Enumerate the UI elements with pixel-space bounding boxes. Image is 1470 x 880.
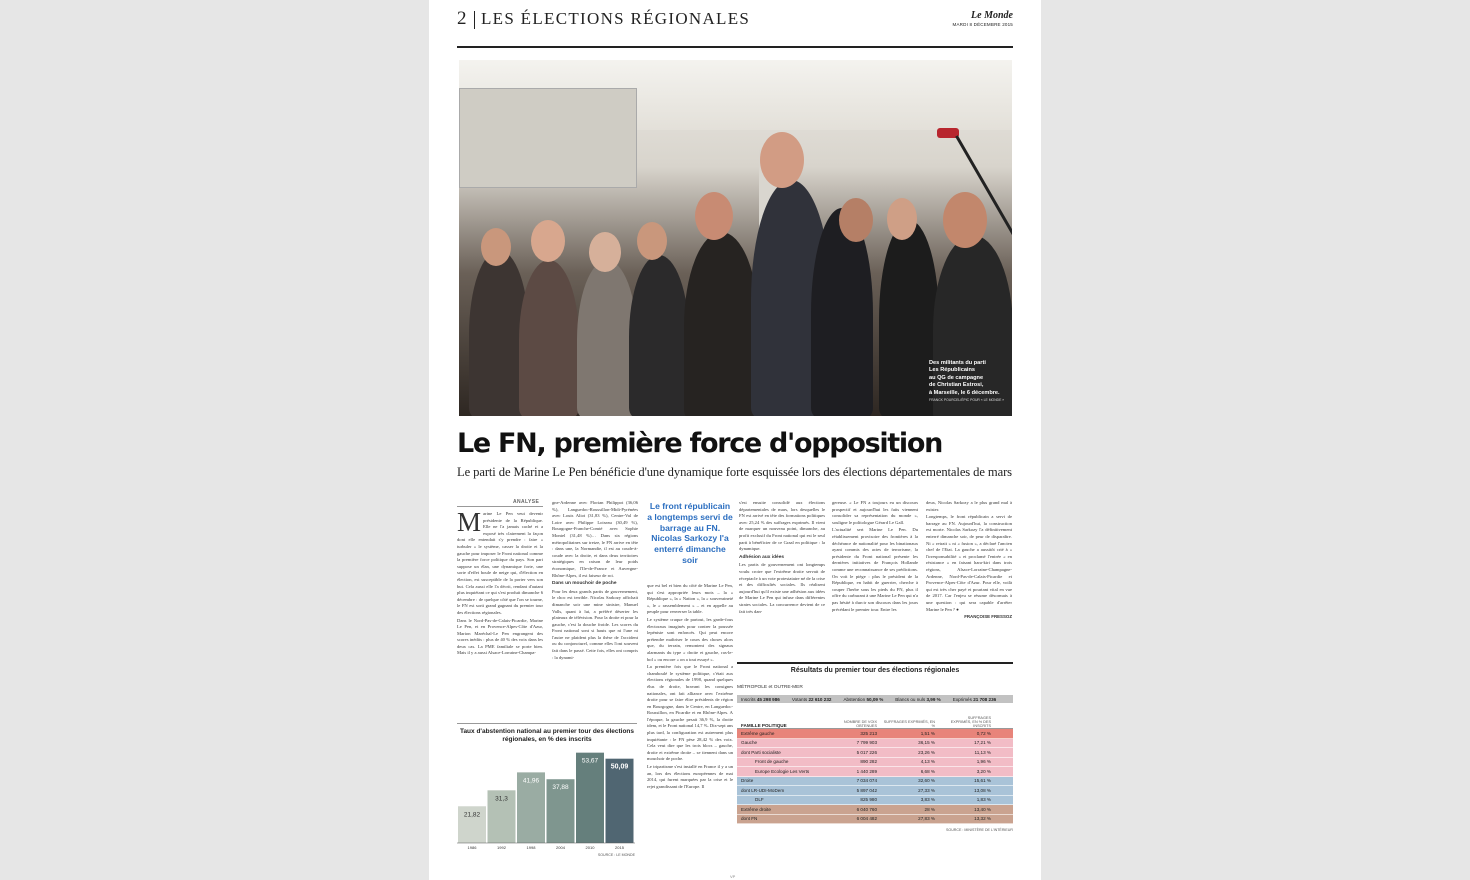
party-name: dont Parti socialiste [741,749,781,755]
table-row [737,796,1013,806]
table-title: Résultats du premier tour des élections régionales [790,667,960,674]
issue-date: MARDI 8 DÉCEMBRE 2015 [952,22,1013,27]
pct-expressed: 4,13 % [920,759,935,765]
text-column-4: s'est ensuite consolidé aux élections départementales de mars, lors desquelles le FN est arrivé en tête des formations politiques avec 25,24 % des suffrages exprimés. Il vient de marquer un nouveau point, dimanche, au profit exclusif du Front national qui est le seul parti à bénéficier de ce Graal en politique : la dynamique. Adhésion aux idées Les partis de gouvernement ont longtemps voulu croire que l'extrême droite servait de réceptacle à un vote protestataire né de la crise et des difficultés sociales. Ils réalisent aujourd'hui qu'il existe une adhésion aux idées de Marine Le Pen qui infuse dans différentes strates sociales. La concurrence devient de ce fait très dan- [739,500,825,614]
table-row [737,758,1013,768]
total-4: Exprimés 21 708 236 [952,696,997,702]
page-number: 2 [457,8,467,29]
pct-registered: 3,20 % [976,768,991,774]
table-row [737,777,1013,787]
party-name: dont FN [741,816,758,822]
party-name: Extrême gauche [741,730,775,736]
pct-registered: 15,61 % [974,778,991,784]
article-tag: ANALYSE [513,499,540,505]
results-table [737,665,1013,865]
header-separator [474,11,475,29]
pct-expressed: 3,83 % [920,797,935,803]
vote-count: 1 440 289 [856,768,877,774]
table-body [737,729,1013,824]
chart-source: SOURCE : LE MONDE [597,853,635,857]
pct-expressed: 36,15 % [918,740,935,746]
table-header: FAMILLE POLITIQUE NOMBRE DE VOIX OBTENUES SUFFRAGES EXPRIMÉS, EN % SUFFRAGES EXPRIMÉS, EN % DES INSCRITS [737,709,1013,729]
text-column-3: que est bel et bien du côté de Marine Le Pen, qui s'est appropriée leurs mots – la « République », la « Nation », la « souveraineté », le « rassemblement » – et en appelle au peuple pour renverser la table. Le système craque de partout, les garde-fous électoraux imaginés pour contrer la poussée lepéniste sont enfoncés. Qui peut encore prétendre maîtriser le cours des choses alors que, du terrain, remontent des signaux alarmants du type « droite et gauche, ras-le-bol » ou encore « on a tout essayé ». La première fois que le Front national a chamboulé le système politique, c'était aux élections régionales de 1998, quand quelques élus de droite, bravant les consignes nationales, ont fait alliance avec l'extrême droite pour se faire élire présidents de région en Bourgogne, dans le Centre, en Languedoc-Roussillon, en Picardie et en Rhône-Alpes. A l'époque, la gauche pesait 36,9 %, la droite idem, et le Front national 14,7 %. Dix-sept ans plus tard, la configuration est autrement plus inquiétante : le FN pèse 28,42 % des voix. Cela veut dire que les trois blocs – gauche, droite et extrême droite – se tiennent dans un mouchoir de poche. Le tripartisme s'est installé en France il y a un an, lors des élections européennes de mai 2014, qui furent marquées par la crise et le rejet grandissant de l'Europe. Il [647,583,733,789]
table-row [737,815,1013,825]
header-rule [457,46,1013,48]
vote-count: 825 980 [860,797,877,803]
pct-registered: 13,32 % [974,816,991,822]
total-3: Blancs ou nuls 3,99 % [895,696,941,702]
chart-value-label: 21,82 [463,811,481,819]
text-column-6: deux, Nicolas Sarkozy a le plus grand mal à exister. Longtemps, le front républicain a servi de barrage au FN. Aujourd'hui, la construction est morte. Nicolas Sarkozy l'a définitivement enterré dimanche soir, de peur de disparaître. Ni « retrait » ni « fusion », a déclaré l'ancien chef de l'Etat. La gauche a aussitôt crié à « l'irresponsabilité » et proclamé l'entrée « en résistance » en faisant hara-kiri dans trois régions, Alsace-Lorraine-Champagne-Ardenne, Nord-Pas-de-Calais-Picardie et Provence-Alpes-Côte d'Azur. Pour elle, voilà qui est très cher payé et pourtant vital en vue de 2017. Car l'enjeu se résume désormais à une question : qui sera capable d'arrêter Marine le Pen ? ● FRANÇOISE FRESSOZ [926,500,1012,620]
chart-bar [606,759,634,843]
table-row [737,729,1013,739]
article-title: Le FN, première force d'opposition [457,428,943,459]
subheading: Adhésion aux idées [739,554,785,560]
chart-value-label: 37,88 [552,784,569,792]
totals-bar [737,695,1013,703]
pct-registered: 17,21 % [974,740,991,746]
vote-count: 5 017 226 [856,749,877,755]
pull-quote: Le front républicain a longtemps servi de barrage au FN. Nicolas Sarkozy l'a enterré dimanche soir [647,501,733,565]
party-name: Droite [741,778,754,784]
table-row [737,805,1013,815]
chart-tick-label: 1998 [526,845,536,850]
chart-value-label: 53,67 [581,757,599,765]
newspaper-page [429,0,1041,880]
chart-plot [457,720,637,860]
chart-tick-label: 2010 [585,845,595,850]
pct-registered: 0,72 % [976,730,991,736]
text-column-5: gereuse. « Le FN a toujours eu un discours prospectif et aujourd'hui les faits viennent consolider sa représentation du monde », souligne le politologue Gérard Le Gall. L'actualité sert Marine Le Pen. Du rétablissement provisoire des frontières à la déchéance de nationalité pour les binationaux ayant commis des actes de terrorisme, la présidente du Front national présente les dernières initiatives de François Hollande comme une reconnaissance de ses prédictions. On voit le piège : plus le président de la République, en habit de guerrier, cherche à couper l'herbe sous les pieds du FN, plus il offre du carburant à une Marine Le Pen qui n'a pas hésité à durcir son discours dans les jours précédant le premier tour. Entre les [832,500,918,612]
vote-count: 7 034 074 [856,778,877,784]
total-2: Abstention 50,09 % [843,696,884,702]
vote-count: 890 282 [860,759,877,765]
chart-tick-label: 1992 [497,845,506,850]
pct-expressed: 23,26 % [918,749,935,755]
main-photo [459,60,1012,416]
chart-tick-label: 1986 [467,845,477,850]
pct-expressed: 28 % [924,806,935,812]
table-row [737,786,1013,796]
party-name: DLF [755,797,764,803]
chart-tick-label: 2004 [556,845,565,850]
pct-registered: 11,13 % [974,749,991,755]
chart-tick-label: 2015 [615,845,624,850]
vote-count: 5 897 042 [856,787,877,793]
party-name: Europe Ecologie Les Verts [755,768,810,774]
chart-title: Taux d'abstention national au premier tour des élections régionales, en % des inscrits [459,728,635,743]
chart-value-label: 50,09 [610,763,629,771]
vote-count: 325 213 [860,730,877,736]
chart-value-label: 31,3 [495,795,508,803]
chart-value-label: 41,96 [522,777,540,785]
party-name: Gauche [741,740,758,746]
table-scope: MÉTROPOLE et OUTRE-MER [737,685,803,690]
photo-credit: FRANCK POURCEL/ÉPIC POUR « LE MONDE » [929,398,1005,402]
pct-expressed: 6,68 % [920,768,935,774]
newspaper-logo: Le Monde [971,10,1013,21]
table-source: SOURCE : MINISTÈRE DE L'INTÉRIEUR [946,828,1013,832]
table-row [737,767,1013,777]
pct-registered: 13,40 % [974,806,991,812]
section-title: LES ÉLECTIONS RÉGIONALES [481,9,751,28]
abstention-chart [457,720,637,860]
text-column-1: Marine Le Pen veut devenir présidente de la République. Elle ne l'a jamais caché et a exposé très clairement la façon dont elle entendait s'y prendre : faire « turbuler » le système, casser la droite et la gauche pour imposer le Front national comme la première force politique du pays. Son pari suppose un élan, une dynamique forte, une sorte d'effet boule de neige qui, d'élection en élection, est susceptible de la porter vers son but. Cela aussi elle l'a décrit, rendant d'autant plus inquiétant ce qui s'est produit dimanche 6 décembre : de quelque côté que l'on se tourne, le FN est sorti grand gagnant du premier tour des élections régionales. Dans le Nord-Pas-de-Calais-Picardie, Marine Le Pen, et en Provence-Alpes-Côte d'Azur, Marion Maréchal-Le Pen engrangent des scores inédits : plus de 40 % des voix dans les deux cas. La PME familiale se porte bien. Mais il y a aussi Alsace-Lorraine-Champa- [457,507,543,656]
table-row [737,739,1013,749]
total-0: Inscrits 45 298 986 [741,696,780,702]
text-column-2: gne-Ardenne avec Florian Philippot (36,06 %), Languedoc-Roussillon-Midi-Pyrénées avec Louis Aliot (31,83 %), Centre-Val de Loire avec Philippe Loiseau (30,49 %), Bourgogne-Franche-Comté avec Sophie Montel (31,48 %)… Dans six régions métropolitaines sur treize, le FN arrive en tête : dans une, la Normandie, il est au coude-à-coude avec la droite, et dans deux territoires stratégiques en raison de leur poids économique, l'Ile-de-France et Auvergne-Rhône-Alpes, il est faiseur de roi. Dans un mouchoir de poche Pour les deux grands partis de gouvernement, le choc est terrible. Nicolas Sarkozy affichait dimanche soir une mine sinistre, Manuel Valls, quant à lui, a préféré déserter les plateaux de télévision. Pour la droite et pour la gauche, c'est la douche froide. Les scores du Front national sont si hauts que ni l'une ni l'autre ne plaident plus la thèse de l'accident ou du conjoncturel, comme elles l'ont souvent fait dans le passé. Cette fois, elles ont compris : la dynami- [552,500,638,660]
party-name: dont LR-UDI-MoDem [741,787,785,793]
total-1: Votants 22 610 232 [791,696,832,702]
chart-bar [576,753,604,843]
vote-count: 7 799 903 [856,740,877,746]
drop-cap: M [457,507,482,537]
pct-expressed: 1,51 % [920,730,935,736]
vote-count: 6 040 760 [856,806,877,812]
page-marker: VP [730,874,736,879]
pct-expressed: 27,33 % [918,787,935,793]
table-row [737,748,1013,758]
pct-expressed: 27,83 % [918,816,935,822]
party-name: Extrême droite [741,806,771,812]
pct-expressed: 32,60 % [918,778,935,784]
photo-caption: Des militants du parti Les Républicains au QG de campagne de Christian Estrosi, à Marseille, le 6 décembre. [929,360,1000,396]
vote-count: 6 004 482 [856,816,877,822]
article-subtitle: Le parti de Marine Le Pen bénéficie d'une dynamique forte esquissée lors des élections départementales de mars [457,465,1012,479]
pct-registered: 1,96 % [976,759,991,765]
party-name: Front de gauche [755,759,789,765]
page-header [457,8,1013,32]
subheading: Dans un mouchoir de poche [552,581,617,587]
pct-registered: 13,08 % [974,787,991,793]
pct-registered: 1,83 % [976,797,991,803]
author-signature: FRANÇOISE FRESSOZ [964,614,1012,620]
